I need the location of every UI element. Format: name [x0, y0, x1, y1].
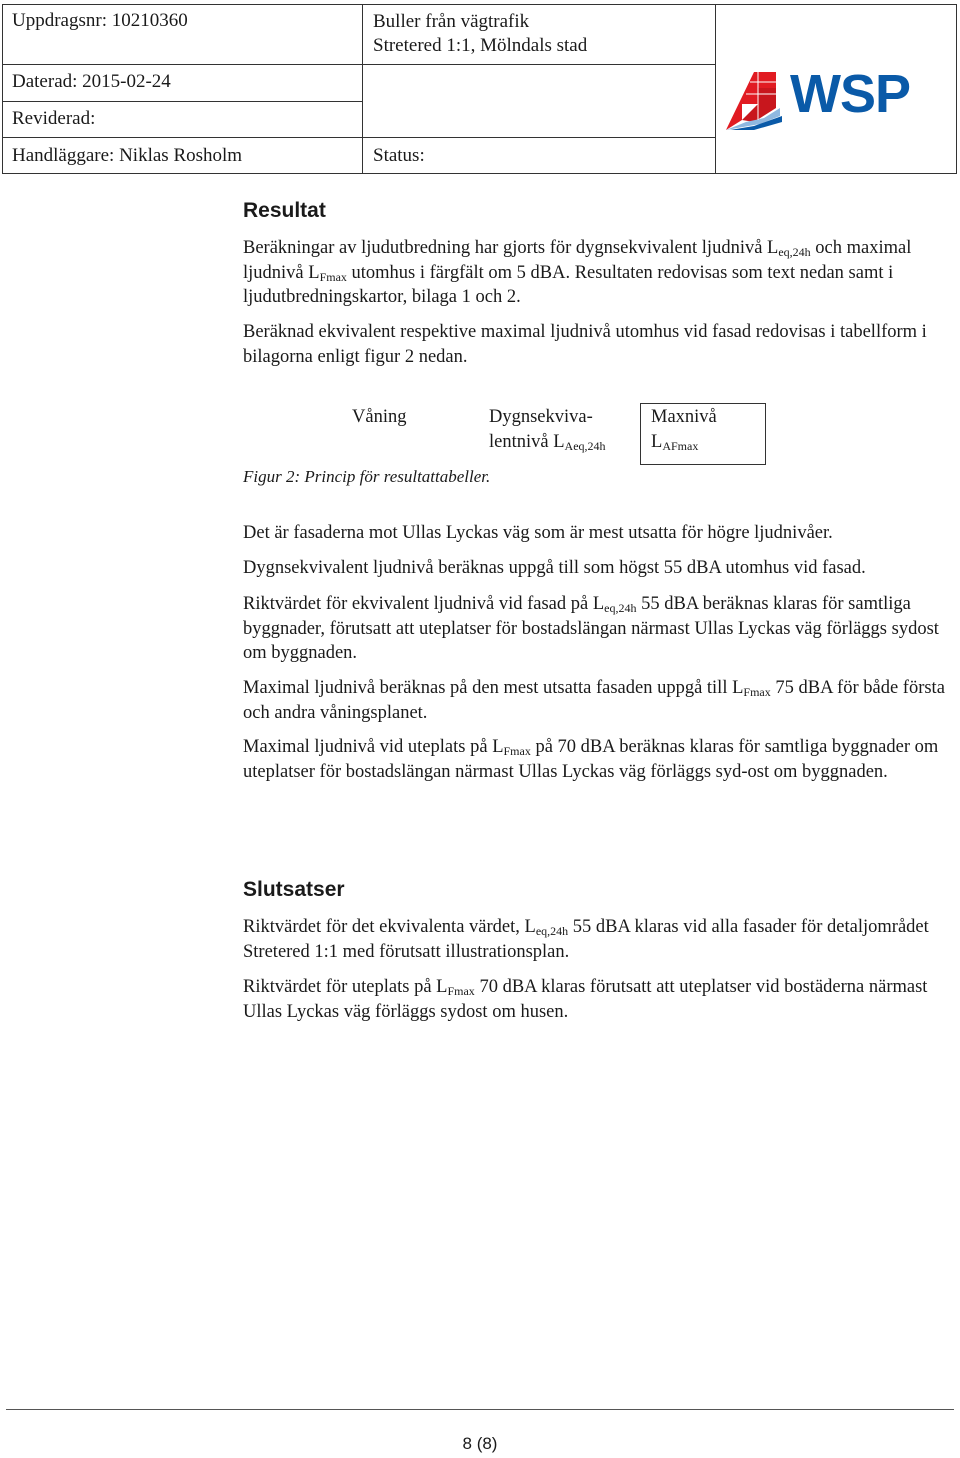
header-divider — [362, 64, 715, 65]
wsp-logo-text: WSP — [790, 64, 911, 124]
handler-field: Handläggare: Niklas Rosholm — [12, 145, 243, 166]
section-heading-slutsatser: Slutsatser — [243, 878, 345, 901]
figure-caption: Figur 2: Princip för resultattabeller. — [243, 467, 491, 486]
paragraph: Riktvärdet för uteplats på $L_{Fmax}$ 70 dBA klaras förutsatt att uteplatser vid bostäderna närmast Ullas Lyckas väg förläggs sydost om husen. — [243, 977, 928, 1022]
paragraph: Dygnsekvivalent ljudnivå beräknas uppgå till som högst 55 dBA utomhus vid fasad. — [243, 558, 866, 578]
status-field: Status: — [373, 145, 425, 166]
footer-divider — [6, 1409, 954, 1410]
date-field: Daterad: 2015-02-24 — [12, 71, 171, 92]
revised-field: Reviderad: — [12, 108, 96, 129]
report-title-line1: Buller från vägtrafik — [373, 11, 530, 32]
wsp-logo — [724, 64, 918, 134]
paragraph: Maximal ljudnivå beräknas på den mest utsatta fasaden uppgå till $L_{Fmax}$ 75 dBA för både första och andra våningsplanet. — [243, 678, 945, 723]
paragraph: Det är fasaderna mot Ullas Lyckas väg som är mest utsatta för högre ljudnivåer. — [243, 523, 833, 543]
report-title-line2: Stretered 1:1, Mölndals stad — [373, 35, 588, 56]
paragraph: Riktvärdet för ekvivalent ljudnivå vid fasad på $L_{eq,24h}$ 55 dBA beräknas klaras för samtliga byggnader, förutsatt att uteplatser för bostadslängan närmast Ullas Lyckas väg förläggs sydost om byggnaden. — [243, 594, 939, 663]
paragraph: Beräkningar av ljudutbredning har gjorts för dygnsekvivalent ljudnivå $L_{eq,24h}$ och maximal ljudnivå $L_{Fmax}$ utomhus i färgfält om 5 dBA. Resultaten redovisas som text nedan samt i ljudutbredningskartor, bilaga 1 och 2. — [243, 238, 912, 307]
figure-col-floor: Våning — [352, 407, 407, 427]
header-divider — [362, 5, 363, 173]
header-divider — [715, 5, 716, 173]
project-number: Uppdragsnr: 10210360 — [12, 10, 188, 31]
header-divider — [3, 137, 715, 138]
section-heading-resultat: Resultat — [243, 199, 326, 222]
figure-col-equivalent: Dygnsekviva- lentnivå $L_{Aeq,24h}$ — [489, 407, 606, 453]
header-divider — [3, 101, 362, 102]
paragraph: Beräknad ekvivalent respektive maximal ljudnivå utomhus vid fasad redovisas i tabellform i bilagorna enligt figur 2 nedan. — [243, 322, 927, 367]
paragraph: Riktvärdet för det ekvivalenta värdet, $L_{eq,24h}$ 55 dBA klaras vid alla fasader för detaljområdet Stretered 1:1 med förutsatt illustrationsplan. — [243, 917, 929, 962]
figure-col-max: Maxnivå $L_{AFmax}$ — [651, 407, 717, 453]
header-divider — [3, 64, 362, 65]
page-number: 8 (8) — [462, 1434, 498, 1453]
paragraph: Maximal ljudnivå vid uteplats på $L_{Fmax}$ på 70 dBA beräknas klaras för samtliga byggnader om uteplatser för bostadslängan närmast Ullas Lyckas väg förläggs syd-ost om byggnaden. — [243, 737, 939, 782]
